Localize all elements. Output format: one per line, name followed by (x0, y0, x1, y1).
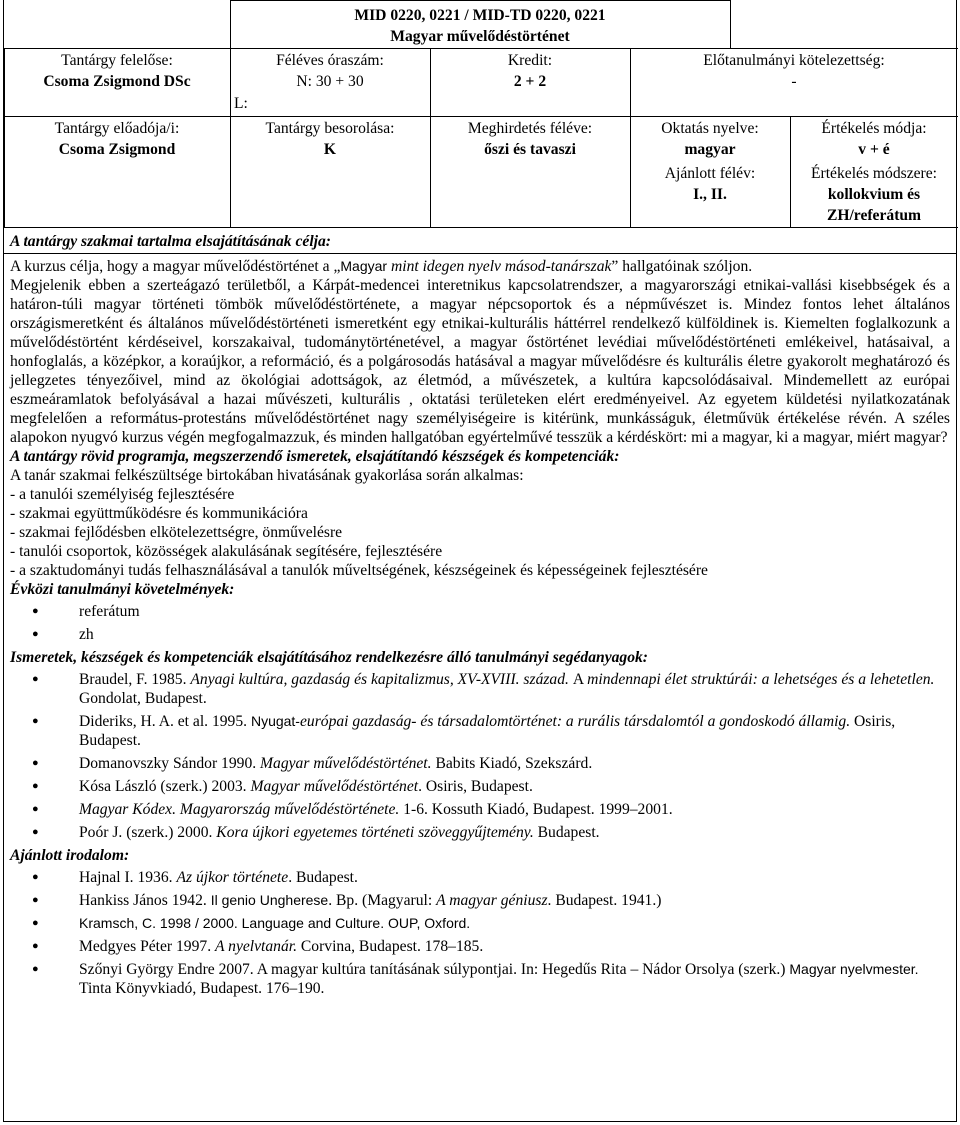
goal-text-sans: Magyar (340, 258, 388, 274)
hours-value: N: 30 + 30 (296, 73, 364, 90)
hours-label: Féléves óraszám: (276, 52, 384, 69)
table-border (4, 48, 958, 49)
list-item (79, 868, 950, 887)
section-divider (4, 253, 956, 254)
recommended-label: Ajánlott félév: (664, 165, 756, 182)
eval-method-value-2: ZH/referátum (826, 207, 922, 224)
semester-value: őszi és tavaszi (484, 141, 576, 158)
ref-title: mindennapi élet struktúrái: a lehetséges és a lehetetlen. (587, 671, 935, 688)
ref-author: Poór J. (szerk.) 2000. (79, 824, 217, 841)
list-item (79, 670, 950, 708)
ref-author: Medgyes Péter 1997. (79, 938, 215, 955)
table-border (230, 0, 730, 1)
ref-publisher: Osiris, Budapest. (79, 713, 896, 749)
responsible-label: Tantárgy felelőse: (61, 52, 173, 69)
goal-text-start: A kurzus célja, hogy a magyar művelődéstörténet a „ (10, 258, 341, 275)
ref-author: Domanovszky Sándor 1990. (79, 755, 261, 772)
ref-title: A nyelvtanár. (215, 938, 297, 955)
ref-title: Magyar művelődéstörténet (250, 778, 419, 795)
list-item (79, 800, 950, 819)
list-item (79, 914, 950, 933)
responsible-name: Csoma Zsigmond DSc (43, 73, 191, 90)
literature-section (4, 846, 956, 998)
semester-label: Meghirdetés féléve: (467, 120, 593, 137)
ref-text: . Bp. (Magyarul: (328, 892, 437, 909)
eval-method-label: Értékelés módszere: (811, 165, 937, 182)
ref-title: Magyar művelődéstörténet. (260, 755, 432, 772)
list-item (79, 777, 950, 796)
list-item (79, 754, 950, 773)
ref-text: A (572, 671, 588, 688)
requirements-section (4, 580, 956, 644)
course-code: MID 0220, 0221 / MID-TD 0220, 0221 (354, 7, 606, 24)
ref-text: Il genio Ungherese (210, 892, 329, 908)
program-title: A tantárgy rövid programja, megszerzendő ismeretek, elsajátítandó készségek és kompetenciák: (10, 448, 620, 465)
ref-publisher: Babits Kiadó, Szekszárd. (431, 755, 593, 772)
ref-title: A magyar géniusz (436, 892, 548, 909)
list-item (79, 891, 950, 910)
ref-title: Anyagi kultúra, gazdaság és kapitalizmus, XV-XVIII. század. (190, 671, 573, 688)
list-item: ● zh (79, 625, 950, 644)
program-item: - szakmai fejlődésben elkötelezettségre, önművelésre (10, 524, 343, 541)
table-border (4, 116, 958, 117)
course-document (3, 0, 957, 1122)
table-border (4, 227, 958, 228)
goal-title: A tantárgy szakmai tartalma elsajátításának célja: (10, 233, 331, 250)
ref-publisher: Corvina, Budapest. 178–185. (297, 938, 484, 955)
language-label: Oktatás nyelve: (661, 120, 759, 137)
ref-publisher: . Osiris, Budapest. (418, 778, 533, 795)
table-border (730, 0, 731, 48)
ref-author: Hajnal I. 1936. (79, 869, 177, 886)
course-title: Magyar művelődéstörténet (390, 28, 570, 45)
goal-text-italic: mint idegen nyelv másod-tanárszak (387, 258, 612, 275)
list-item: ● referátum (79, 602, 950, 621)
ref-publisher: Gondolat, Budapest. (79, 690, 207, 707)
list-item (79, 712, 950, 750)
recommended-value: I., II. (693, 186, 727, 203)
ref-text: Nyugat- (250, 713, 300, 729)
credit-value: 2 + 2 (513, 73, 547, 90)
ref-publisher: Tinta Könyvkiadó, Budapest. 176–190. (79, 980, 325, 997)
program-item: - tanulói csoportok, közösségek alakulásának segítésére, fejlesztésére (10, 543, 443, 560)
ref-text: Magyar nyelvmester. (789, 961, 919, 977)
table-border (230, 0, 231, 228)
table-border (790, 116, 791, 228)
ref-title: Az újkor története (176, 869, 289, 886)
goal-paragraph: Megjelenik ebben a szerteágazó területből, a Kárpát-medencei interetnikus kapcsolatrendszer, a magyarországi etnikai-vallási kisebbségek és a határon-túli magyar történeti tömbök művelődéstörténete, a magyar népcsoportok és a népművészet is. Mindez fontos lehet általános országismeretként és általános művelődéstörténeti ismeretként egy etnikai-kulturális háttérrel rendelkező külföldinek is. Kiemelten foglalkozunk a művelődéstörtént kérdéseivel, korszakaival, tudománytörténetével, a magyar őstörténet levédiai művelődéstörténeti emlékeivel, hatásaival, a honfoglalás, a középkor, a koraújkor, a reformáció, és a polgárosodás hatásával a magyar művelődésre és kulturális életre gyakorolt meghatározó és jellegzetes tényezőivel, mind az ökológiai adottságok, az életmód, a művészetek, a kultúra kapcsolódásaival. Mindemellett az európai eszmeáramlatok befolyásával a hazai művészeti, kulturális , oktatási területeken elért eredményeivel. Az egyetem küldetési nyilatkozatának megfelelően a református-protestáns művelődéstörténet nagy személyiségeire is kitérünk, munkásságuk, életművük értékelése révén. A széles alapokon nyugvó kurzus végén megfogalmazzuk, és minden hallgatóban egyértelművé tesszük a kérdéskört: mi a magyar, ki a magyar, miért magyar? (10, 277, 950, 446)
ref-title: Magyar Kódex. Magyarország művelődéstörténete. (79, 801, 400, 818)
language-value: magyar (684, 141, 736, 158)
program-intro: A tanár szakmai felkészültsége birtokában hivatásának gyakorlása során alkalmas: (10, 467, 524, 484)
ref-author: Kósa László (szerk.) 2003. (79, 778, 251, 795)
list-item (79, 937, 950, 956)
prereq-value: - (791, 73, 797, 90)
program-item: - szakmai együttműködésre és kommunikációra (10, 505, 308, 522)
eval-mode-label: Értékelés módja: (821, 120, 927, 137)
ref-publisher: Budapest. (533, 824, 600, 841)
ref-text: Kramsch, C. 1998 / 2000. Language and Culture. OUP, Oxford. (79, 915, 471, 931)
eval-method-value-1: kollokvium és (827, 186, 921, 203)
eval-mode-value: v + é (858, 141, 890, 158)
ref-author: Hankiss János 1942. (79, 892, 211, 909)
lecturer-label: Tantárgy előadója/i: (54, 120, 180, 137)
ref-title: európai gazdaság- és társadalomtörténet: a rurális társdalomtól a gondoskodó államig. (299, 713, 851, 730)
ref-author: Braudel, F. 1985. (79, 671, 191, 688)
list-item (79, 960, 950, 998)
lecturer-name: Csoma Zsigmond (58, 141, 176, 158)
literature-list (10, 868, 950, 998)
ref-publisher: 1-6. Kossuth Kiadó, Budapest. 1999–2001. (399, 801, 673, 818)
program-section (4, 447, 956, 580)
list-item (79, 823, 950, 842)
program-item: - a szaktudományi tudás felhasználásával a tanulók műveltségének, készségeinek és képességeinek fejlesztésére (10, 562, 708, 579)
ref-publisher: . Budapest. (288, 869, 358, 886)
program-item: - a tanulói személyiség fejlesztésére (10, 486, 235, 503)
hours-l: L: (234, 95, 248, 112)
goal-text (10, 257, 950, 276)
materials-title: Ismeretek, készségek és kompetenciák elsajátításához rendelkezésre álló tanulmányi segédanyagok: (10, 649, 648, 666)
goal-section (4, 228, 956, 447)
course-header-table (4, 0, 956, 228)
ref-author: Dideriks, H. A. et al. 1995. (79, 713, 251, 730)
requirements-title: Évközi tanulmányi követelmények: (10, 581, 235, 598)
materials-section (4, 648, 956, 842)
classification-value: K (323, 141, 337, 158)
literature-title: Ajánlott irodalom: (10, 847, 130, 864)
ref-title: Kora újkori egyetemes történeti szöveggyűjtemény. (216, 824, 534, 841)
ref-publisher: . Budapest. 1941.) (547, 892, 662, 909)
table-border (630, 48, 631, 228)
classification-label: Tantárgy besorolása: (265, 120, 395, 137)
requirements-list (10, 602, 950, 644)
ref-author: Szőnyi György Endre 2007. A magyar kultúra tanításának súlypontjai. In: Hegedűs Rita – Nádor Orsolya (szerk.) (79, 961, 790, 978)
table-border (4, 48, 5, 228)
materials-list (10, 670, 950, 842)
goal-text-end: ” hallgatóinak szóljon. (611, 258, 753, 275)
prereq-label: Előtanulmányi kötelezettség: (703, 52, 885, 69)
table-border (430, 48, 431, 228)
credit-label: Kredit: (507, 52, 553, 69)
